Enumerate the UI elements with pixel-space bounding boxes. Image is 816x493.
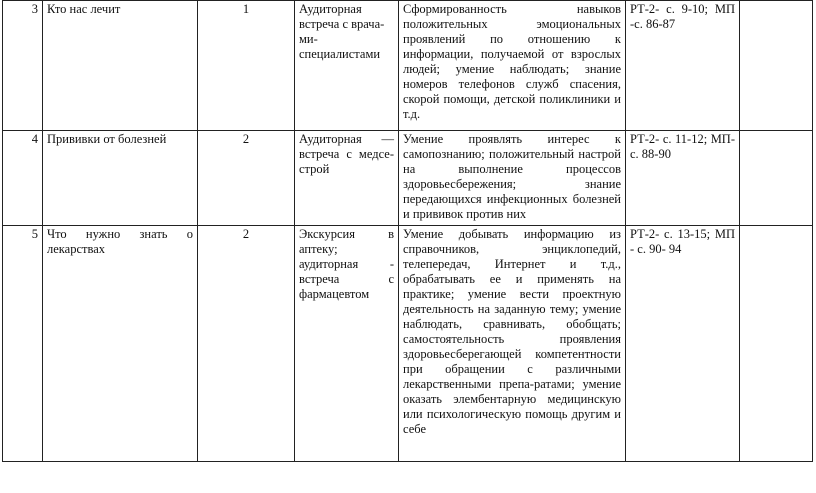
topic-cell: Что нужно знать о лекарствах bbox=[43, 226, 198, 462]
table-row bbox=[3, 131, 813, 226]
empty-cell bbox=[740, 131, 813, 226]
hours-cell: 2 bbox=[198, 131, 295, 226]
topic-cell: Кто нас лечит bbox=[43, 1, 198, 131]
source-cell: РТ-2- с. 11-12; МП- с. 88-90 bbox=[626, 131, 740, 226]
table-row bbox=[3, 1, 813, 131]
skills-cell: Сформированность навыков положительных эмоциональных проявлений по отношению к информации, получаемой от взрослых людей; умение наблюдать; знание номеров телефонов служб спасения, скорой помощи, детской поликлиники и т.д. bbox=[399, 1, 626, 131]
form-cell: Аудиторная — встреча с медсе-строй bbox=[295, 131, 399, 226]
row-number: 5 bbox=[3, 226, 43, 462]
row-number: 4 bbox=[3, 131, 43, 226]
source-cell: РТ-2- с. 13-15; МП - с. 90- 94 bbox=[626, 226, 740, 462]
hours-cell: 2 bbox=[198, 226, 295, 462]
empty-cell bbox=[740, 226, 813, 462]
row-number: 3 bbox=[3, 1, 43, 131]
form-cell: Аудиторная встреча с врача-ми-специалистами bbox=[295, 1, 399, 131]
skills-cell: Умение проявлять интерес к самопознанию; положительный настрой на выполнение процессов здоровьесбережения; знание передающихся инфекционных болезней и прививок против них bbox=[399, 131, 626, 226]
lesson-plan-table bbox=[2, 0, 813, 462]
empty-cell bbox=[740, 1, 813, 131]
skills-cell: Умение добывать информацию из справочников, энциклопедий, телепередач, Интернет и т.д., обрабатывать ее и применять на практике; умение вести проектную деятельность на заданную тему; умение наблюдать, сравнивать, обобщать; самостоятельность проявления здоровьесберегающей компетентности при обращении с различными лекарственными препа-ратами; умение оказать элембентарную медицинскую или психологическую помощь другим и себе bbox=[399, 226, 626, 462]
form-cell: Экскурсия в аптеку; аудиторная - встреча с фармацевтом bbox=[295, 226, 399, 462]
table-row bbox=[3, 226, 813, 462]
hours-cell: 1 bbox=[198, 1, 295, 131]
source-cell: РТ-2- с. 9-10; МП -с. 86-87 bbox=[626, 1, 740, 131]
topic-cell: Прививки от болезней bbox=[43, 131, 198, 226]
